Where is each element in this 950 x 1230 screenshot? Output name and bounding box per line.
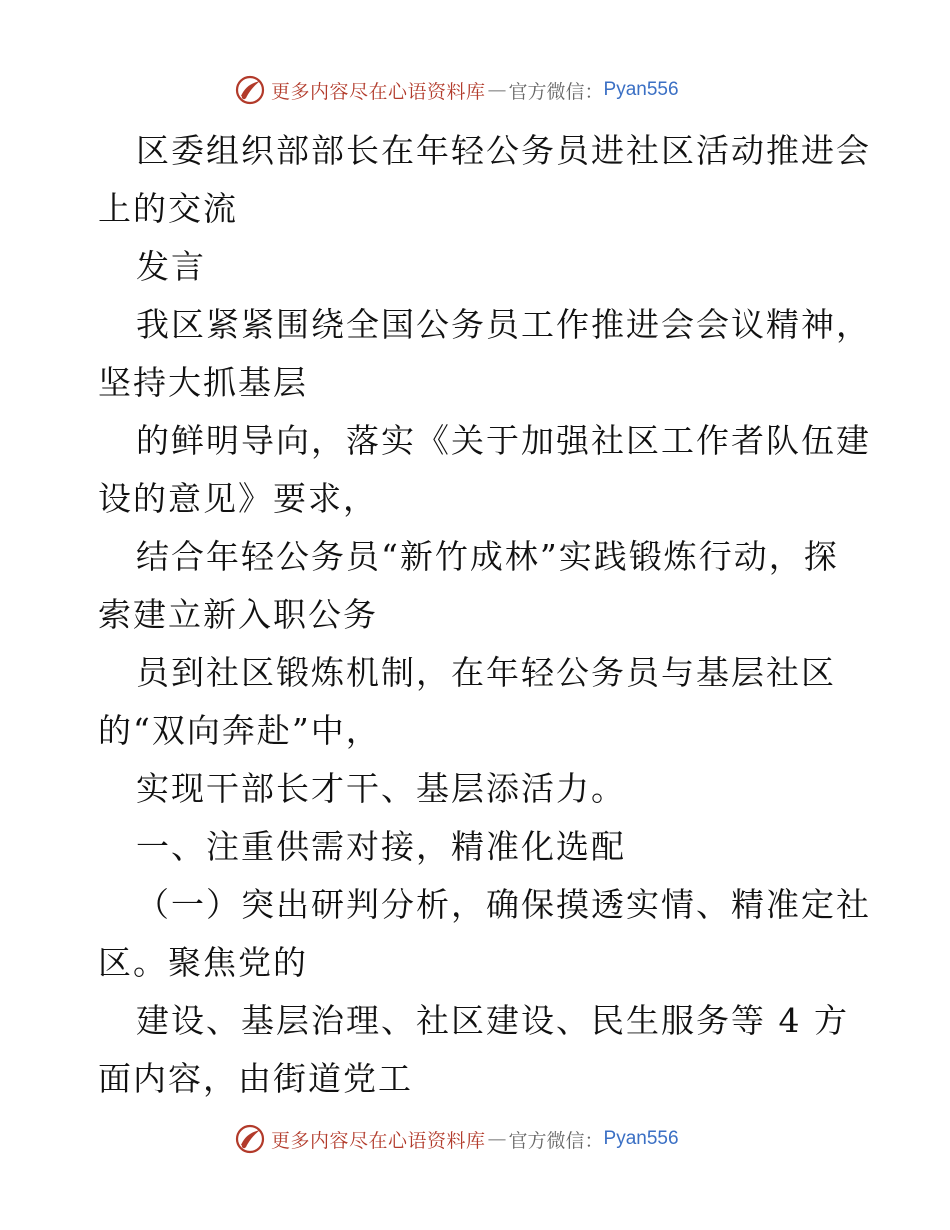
watermark-official-label: 官方微信： — [508, 1129, 604, 1152]
document-body — [98, 122, 871, 1108]
body-line: 的“双向奔赴”中， — [98, 711, 381, 750]
watermark-official-label: 官方微信： — [508, 80, 604, 103]
watermark-dash: — — [487, 1128, 507, 1150]
watermark-footer — [235, 1121, 679, 1157]
title-line-3: 发言 — [136, 247, 206, 286]
watermark-header — [235, 72, 679, 108]
body-line: 面内容，由街道党工 — [98, 1059, 413, 1098]
body-line: 结合年轻公务员“新竹成林”实践锻炼行动，探 — [136, 537, 839, 576]
pen-logo-icon — [235, 1124, 265, 1154]
title-line-1: 区委组织部部长在年轻公务员进社区活动推进会 — [136, 131, 871, 170]
body-line: 设的意见》要求， — [98, 479, 378, 518]
body-line: 索建立新入职公务 — [98, 595, 378, 634]
body-line: 我区紧紧围绕全国公务员工作推进会会议精神， — [136, 305, 871, 344]
pen-logo-icon — [235, 75, 265, 105]
watermark-dash: — — [487, 79, 507, 101]
watermark-text: 更多内容尽在心语资料库 — [271, 1129, 486, 1152]
body-line: 的鲜明导向，落实《关于加强社区工作者队伍建 — [136, 421, 871, 460]
body-line: 员到社区锻炼机制，在年轻公务员与基层社区 — [136, 653, 836, 692]
body-line: 实现干部长才干、基层添活力。 — [136, 769, 626, 808]
watermark-handle: Pyan556 — [603, 1128, 679, 1149]
watermark-text: 更多内容尽在心语资料库 — [271, 80, 486, 103]
body-line: 区。聚焦党的 — [98, 943, 308, 982]
watermark-handle: Pyan556 — [603, 79, 679, 100]
body-line: 建设、基层治理、社区建设、民生服务等 4 方 — [136, 1001, 849, 1040]
subsection-heading: （一）突出研判分析，确保摸透实情、精准定社 — [136, 885, 871, 924]
body-line: 坚持大抓基层 — [98, 363, 308, 402]
title-line-2: 上的交流 — [98, 189, 238, 228]
section-heading: 一、注重供需对接，精准化选配 — [136, 827, 626, 866]
